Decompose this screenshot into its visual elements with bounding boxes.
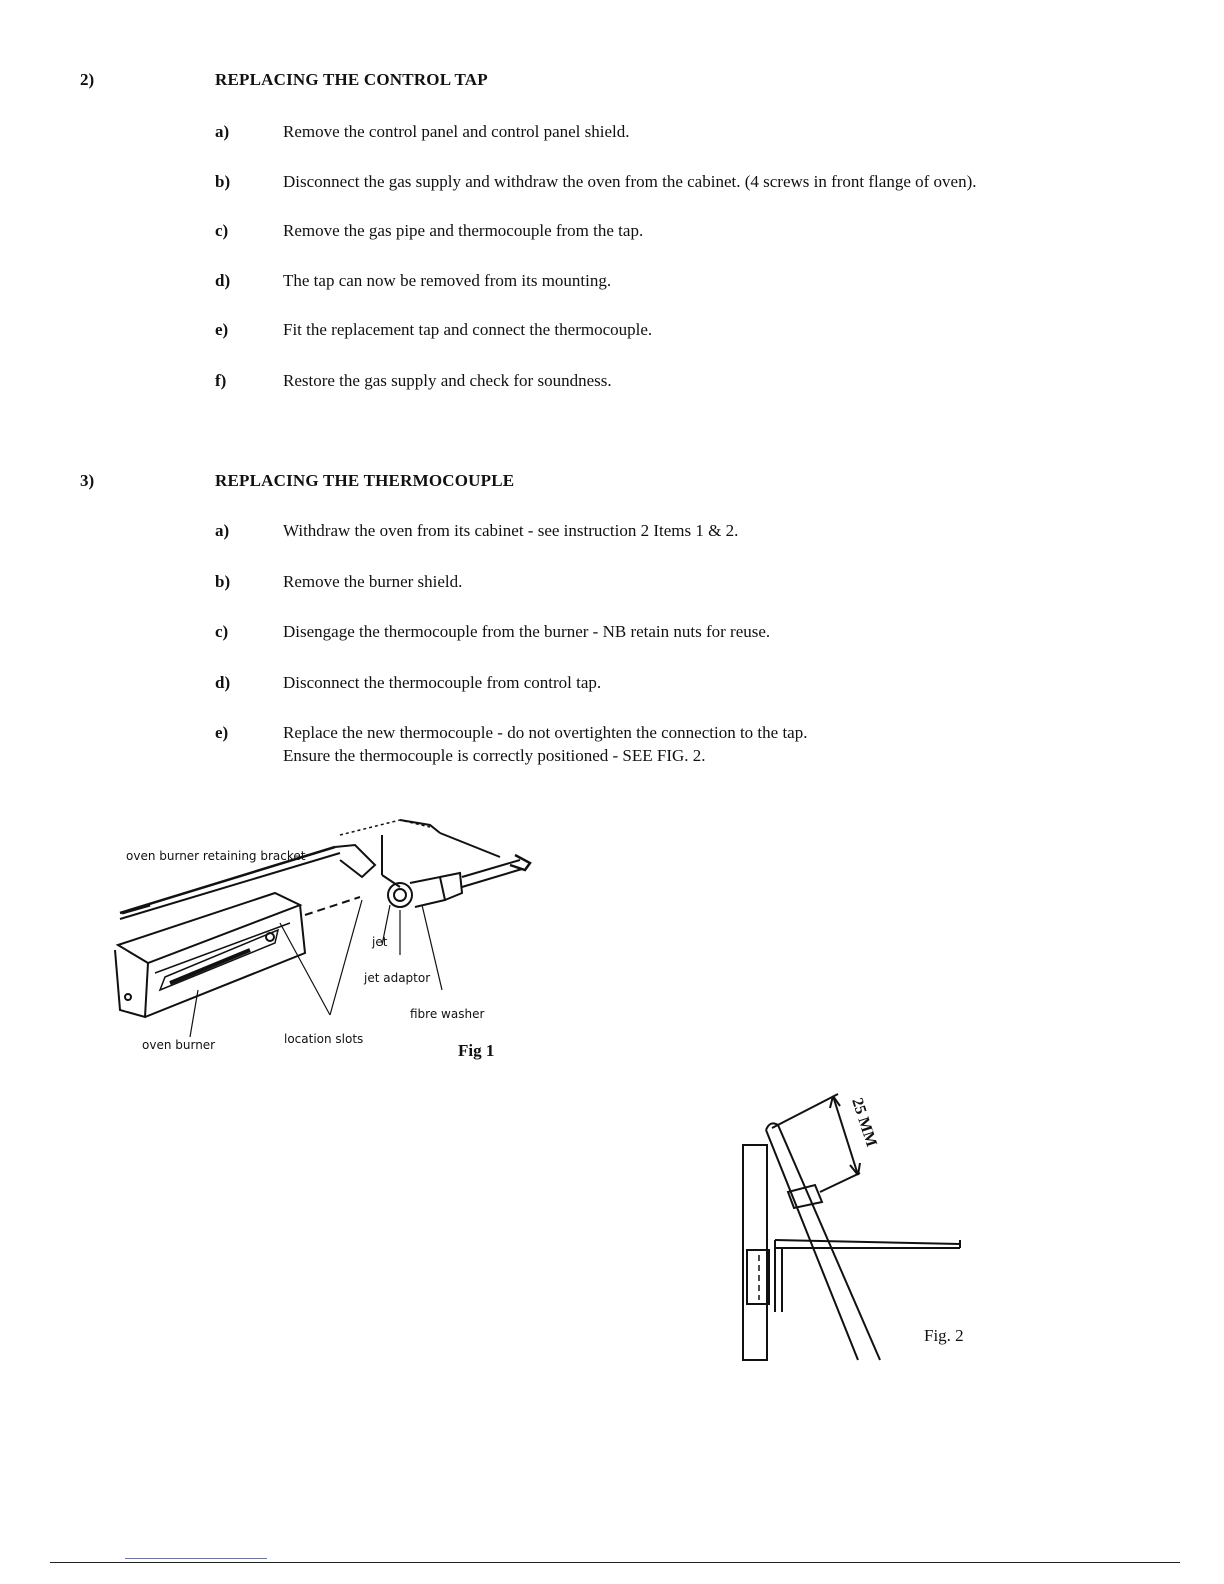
step-letter: c) [215,221,229,240]
step-text: Remove the gas pipe and thermocouple from the tap. [283,221,644,240]
step-text: Remove the burner shield. [283,572,463,591]
section-2-number: 2) [80,70,95,89]
step-text [283,721,807,767]
fig1-label-oven-burner: oven burner [142,1038,216,1052]
step-text: Fit the replacement tap and connect the thermocouple. [283,320,653,339]
fig1-label-jet: jet [372,935,388,949]
fig2-dimension-label: 25 MM [848,1095,880,1149]
fig1-label-jet-adaptor: jet adaptor [364,971,431,985]
fig1-label-location-slots: location slots [284,1032,364,1046]
step-letter: b) [215,572,231,591]
step-letter: d) [215,673,231,692]
step-letter: b) [215,172,231,191]
step-text: Disengage the thermocouple from the burner - NB retain nuts for reuse. [283,622,771,641]
step-text-line-2: Ensure the thermocouple is correctly positioned - SEE FIG. 2. [283,746,706,765]
fig1-label-bracket: oven burner retaining bracket [126,849,306,863]
footer-rule [50,1562,1180,1563]
step-letter: e) [215,723,229,742]
step-letter: e) [215,320,229,339]
fig1-title: Fig 1 [458,1041,495,1060]
step-letter: a) [215,521,230,540]
section-2-title: REPLACING THE CONTROL TAP [215,70,488,89]
step-letter: c) [215,622,229,641]
step-text: Withdraw the oven from its cabinet - see instruction 2 Items 1 & 2. [283,521,739,540]
footer-rule-accent [125,1558,267,1559]
step-text: Remove the control panel and control panel shield. [283,122,630,141]
fig1-label-fibre-washer: fibre washer [410,1007,485,1021]
step-text: The tap can now be removed from its mounting. [283,271,612,290]
step-text: Restore the gas supply and check for soundness. [283,371,612,390]
step-letter: a) [215,122,230,141]
section-3-title: REPLACING THE THERMOCOUPLE [215,471,515,490]
fig2-title: Fig. 2 [924,1326,964,1345]
section-3-number: 3) [80,471,95,490]
step-letter: f) [215,371,227,390]
step-text-line-1: Replace the new thermocouple - do not overtighten the connection to the tap. [283,723,808,742]
step-text: Disconnect the gas supply and withdraw the oven from the cabinet. (4 screws in front flange of oven). [283,172,977,191]
step-text: Disconnect the thermocouple from control tap. [283,673,602,692]
step-letter: d) [215,271,231,290]
